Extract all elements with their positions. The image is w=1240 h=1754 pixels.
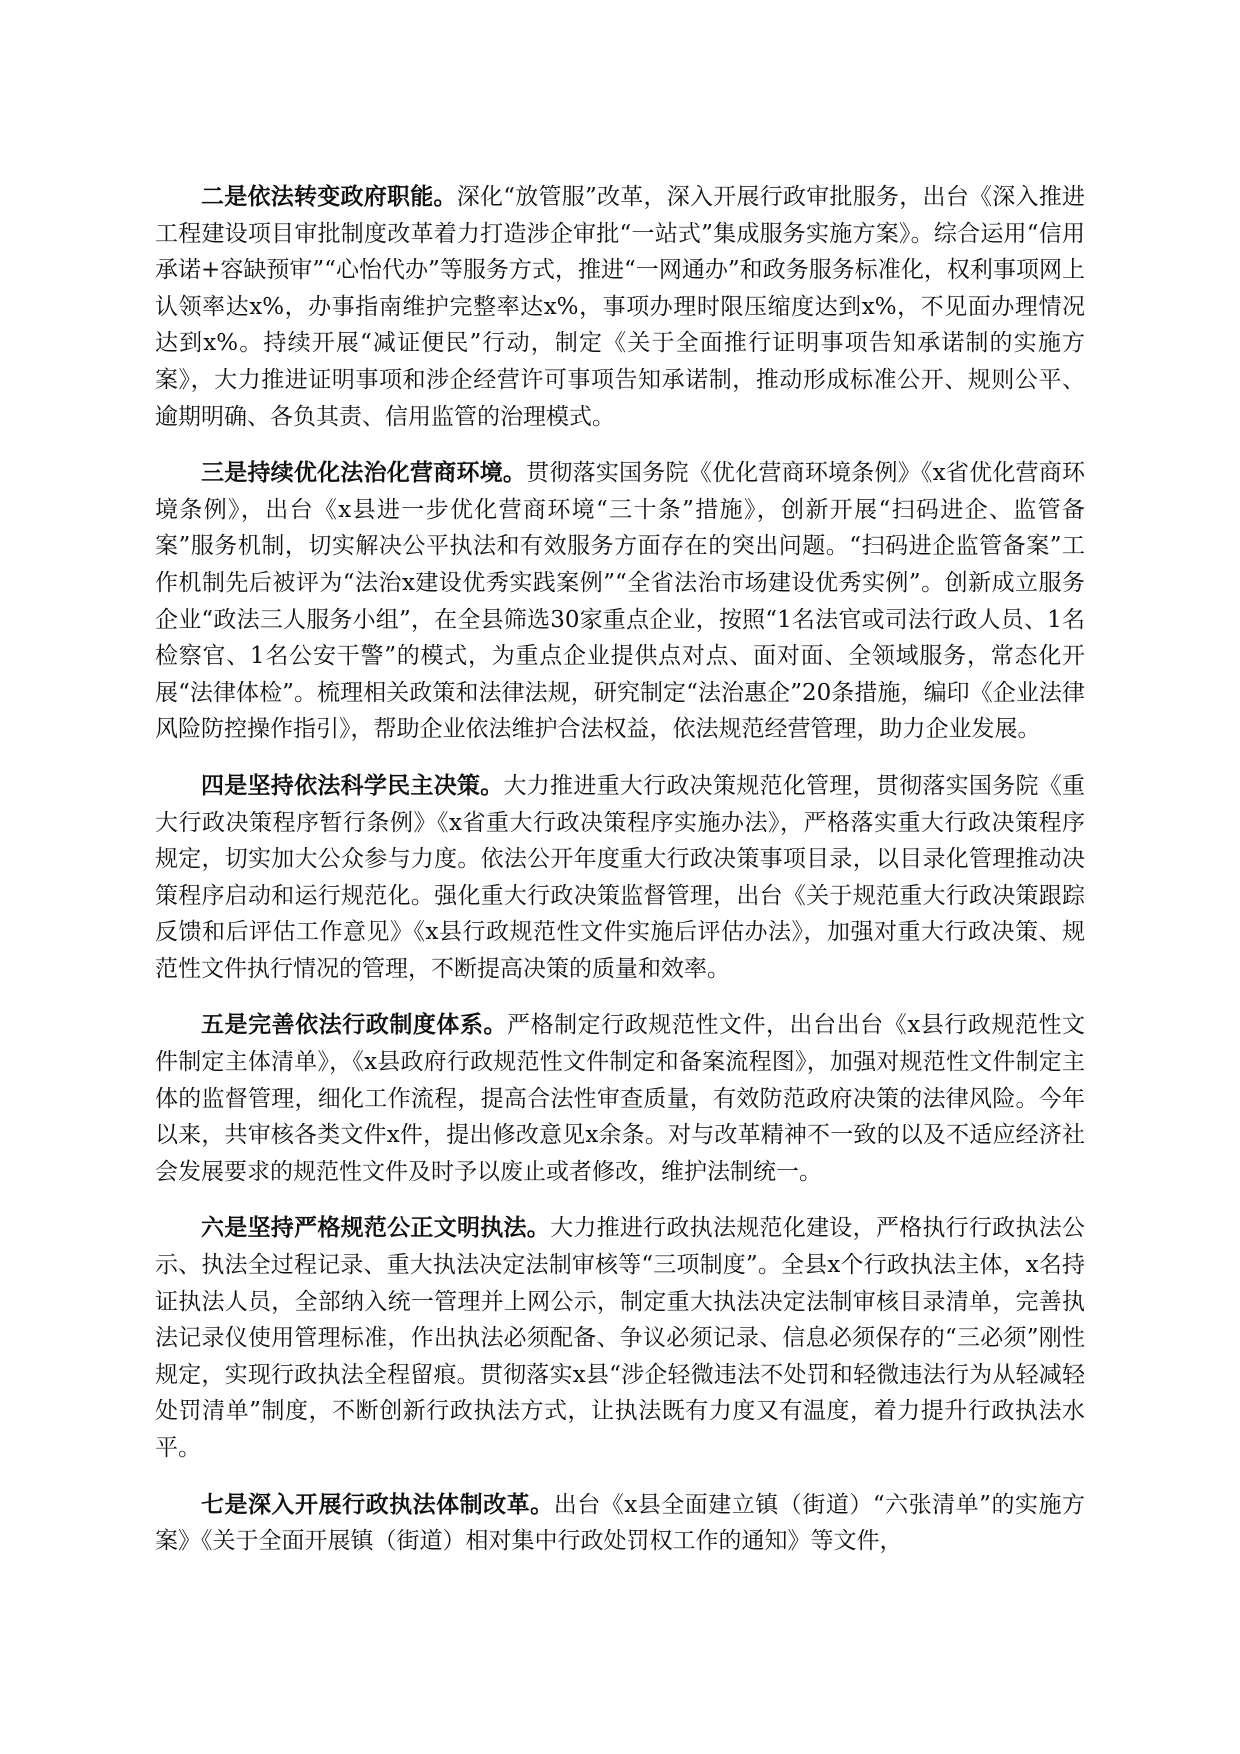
paragraph-4: [155, 768, 1085, 988]
paragraph-7: [155, 1487, 1085, 1560]
paragraph-heading: 六是坚持严格规范公正文明执法。: [201, 1214, 551, 1242]
paragraph-6: [155, 1210, 1085, 1466]
document-page: [155, 179, 1085, 1580]
paragraph-heading: 五是完善依法行政制度体系。: [201, 1011, 508, 1039]
paragraph-heading: 二是依法转变政府职能。: [201, 183, 457, 210]
paragraph-heading: 四是坚持依法科学民主决策。: [201, 771, 504, 799]
paragraph-5: [155, 1007, 1085, 1190]
paragraph-heading: 七是深入开展行政执法体制改革。: [201, 1490, 554, 1518]
paragraph-body: 出台《x县全面建立镇（街道）“六张清单”的实施方案》《关于全面开展镇（街道）相对集中行政处罚权工作的通知》等文件，: [155, 1491, 1085, 1555]
paragraph-body: 大力推进行政执法规范化建设，严格执行行政执法公示、执法全过程记录、重大执法决定法制审核等“三项制度”。全县x个行政执法主体，x名持证执法人员，全部纳入统一管理并上网公示，制定重大执法决定法制审核目录清单，完善执法记录仪使用管理标准，作出执法必须配备、争议必须记录、信息必须保存的“三必须”刚性规定，实现行政执法全程留痕。贯彻落实x县“涉企轻微违法不处罚和轻微违法行为从轻减轻处罚清单”制度，不断创新行政执法方式，让执法既有力度又有温度，着力提升行政执法水平。: [155, 1215, 1086, 1461]
paragraph-body: 贯彻落实国务院《优化营商环境条例》《x省优化营商环境条例》，出台《x县进一步优化营商环境“三十条”措施》，创新开展“扫码进企、监管备案”服务机制，切实解决公平执法和有效服务方面存在的突出问题。“扫码进企监管备案”工作机制先后被评为“法治x建设优秀实践案例”“全省法治市场建设优秀实例”。创新成立服务企业“政法三人服务小组”，在全县筛选30家重点企业，按照“1名法官或司法行政人员、1名检察官、1名公安干警”的模式，为重点企业提供点对点、面对面、全领域服务，常态化开展“法律体检”。梳理相关政策和法律法规，研究制定“法治惠企”20条措施，编印《企业法律风险防控操作指引》，帮助企业依法维护合法权益，依法规范经营管理，助力企业发展。: [155, 460, 1085, 743]
paragraph-body: 严格制定行政规范性文件，出台出台《x县行政规范性文件制定主体清单》，《x县政府行政规范性文件制定和备案流程图》，加强对规范性文件制定主体的监督管理，细化工作流程，提高合法性审查质量，有效防范政府决策的法律风险。今年以来，共审核各类文件x件，提出修改意见x余条。对与改革精神不一致的以及不适应经济社会发展要求的规范性文件及时予以废止或者修改，维护法制统一。: [155, 1012, 1086, 1185]
paragraph-2: [155, 179, 1085, 435]
paragraph-body: 深化“放管服”改革，深入开展行政审批服务，出台《深入推进工程建设项目审批制度改革着力打造涉企审批“一站式”集成服务实施方案》。综合运用“信用承诺+容缺预审”“心怡代办”等服务方式，推进“一网通办”和政务服务标准化，权利事项网上认领率达x%，办事指南维护完整率达x%，事项办理时限压缩度达到x%，不见面办理情况达到x%。持续开展“减证便民”行动，制定《关于全面推行证明事项告知承诺制的实施方案》，大力推进证明事项和涉企经营许可事项告知承诺制，推动形成标准公开、规则公平、逾期明确、各负其责、信用监管的治理模式。: [155, 184, 1085, 430]
paragraph-3: [155, 455, 1085, 748]
paragraph-heading: 三是持续优化法治化营商环境。: [201, 459, 527, 487]
paragraph-body: 大力推进重大行政决策规范化管理，贯彻落实国务院《重大行政决策程序暂行条例》《x省重大行政决策程序实施办法》，严格落实重大行政决策程序规定，切实加大公众参与力度。依法公开年度重大行政决策事项目录，以目录化管理推动决策程序启动和运行规范化。强化重大行政决策监督管理，出台《关于规范重大行政决策跟踪反馈和后评估工作意见》《x县行政规范性文件实施后评估办法》，加强对重大行政决策、规范性文件执行情况的管理，不断提高决策的质量和效率。: [155, 772, 1086, 982]
